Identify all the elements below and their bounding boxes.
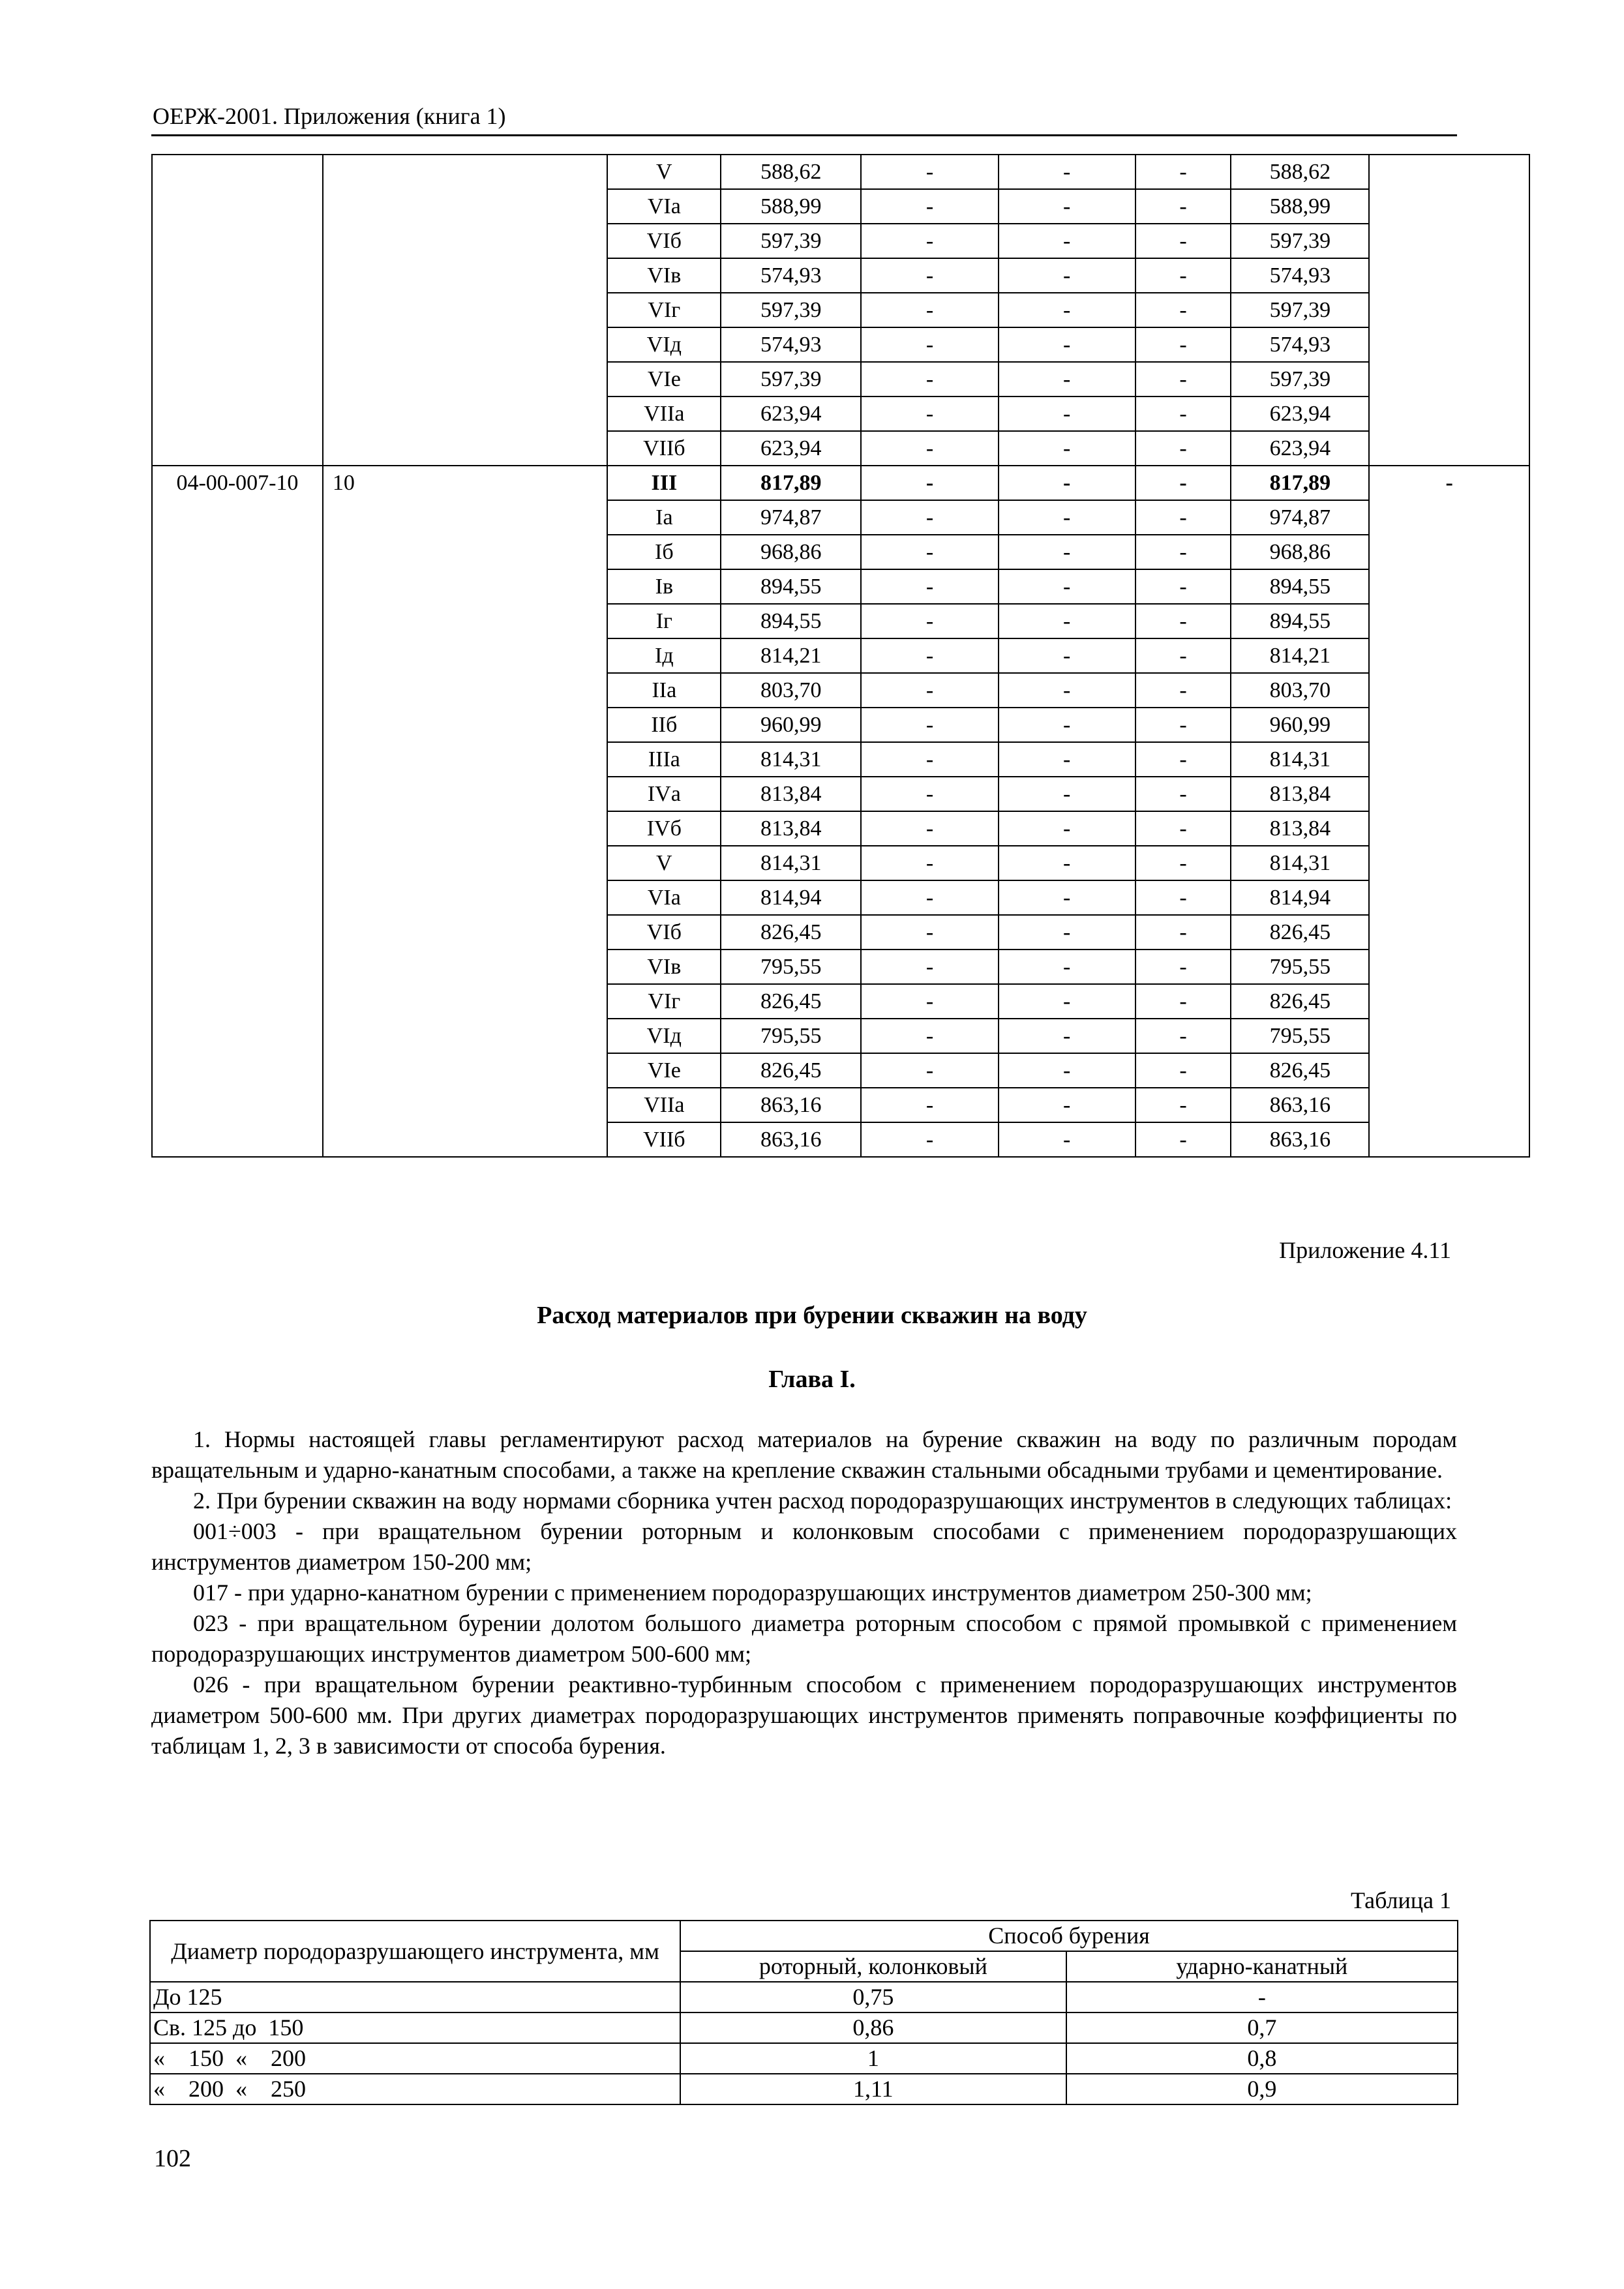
cell-value: - [1135,500,1231,535]
cell-total: 597,39 [1231,362,1369,396]
cell-percussion: 0,7 [1066,2012,1458,2043]
cell-value: 795,55 [721,1019,861,1053]
cell-value: 826,45 [721,915,861,950]
section-title: Расход материалов при бурении скважин на воду [537,1302,1087,1329]
cell-value: - [861,880,999,915]
header-rotary: роторный, колонковый [680,1951,1066,1982]
cell-total: 623,94 [1231,396,1369,431]
cell-value: 974,87 [721,500,861,535]
cell-value: - [1135,673,1231,708]
cell-value: 863,16 [721,1088,861,1122]
cell-value: - [999,189,1135,224]
table-row [150,1982,1458,2012]
rates-table [151,154,1530,1158]
cell-category: VIе [607,362,721,396]
cell-value: - [1135,950,1231,984]
cell-value: - [1135,915,1231,950]
cell-rotary: 0,86 [680,2012,1066,2043]
cell-value: - [1135,1088,1231,1122]
cell-value: - [861,984,999,1019]
cell-category: Iв [607,569,721,604]
cell-value: - [861,1088,999,1122]
cell-category: III [607,466,721,500]
paragraph: 2. При бурении скважин на воду нормами сборника учтен расход породоразрушающих инструментов в следующих таблицах: [193,1488,1452,1514]
cell-value: - [1135,638,1231,673]
cell-value: - [861,1019,999,1053]
cell-category: VIе [607,1053,721,1088]
paragraph: 026 - при вращательном бурении реактивно-турбинным способом с применением породоразрушающих инструментов диаметром 500-600 мм. При других диаметрах породоразрушающих инструментов применять поправочные коэффициенты по таблицам 1, 2, 3 в зависимости от способа бурения. [151,1671,1457,1759]
cell-value: - [999,327,1135,362]
cell-category: IIб [607,708,721,742]
header-percussion: ударно-канатный [1066,1951,1458,1982]
cell-total: 826,45 [1231,1053,1369,1088]
cell-category: V [607,846,721,880]
cell-total: 803,70 [1231,673,1369,708]
cell-category: V [607,155,721,189]
cell-total: 813,84 [1231,811,1369,846]
appendix-label: Приложение 4.11 [1279,1237,1451,1263]
cell-value: 795,55 [721,950,861,984]
running-title: ОЕРЖ-2001. Приложения (книга 1) [153,103,506,129]
cell-percussion: - [1066,1982,1458,2012]
cell-value: 863,16 [721,1122,861,1157]
cell-category: IIIа [607,742,721,777]
cell-total: 826,45 [1231,915,1369,950]
cell-value: - [861,915,999,950]
cell-value: - [861,846,999,880]
cell-value: - [861,431,999,466]
paragraph: 017 - при ударно-канатном бурении с применением породоразрушающих инструментов диаметром 250-300 мм; [193,1579,1312,1606]
cell-value: - [999,950,1135,984]
cell-category: VIб [607,224,721,258]
cell-total: 817,89 [1231,466,1369,500]
cell-total: 894,55 [1231,569,1369,604]
cell-value: 574,93 [721,327,861,362]
cell-diameter: Св. 125 до 150 [150,2012,680,2043]
cell-category: VIа [607,880,721,915]
cell-total: 813,84 [1231,777,1369,811]
cell-value: - [1135,811,1231,846]
cell-rotary: 0,75 [680,1982,1066,2012]
cell-value: 597,39 [721,362,861,396]
cell-value: - [861,224,999,258]
cell-value: - [1135,189,1231,224]
cell-category: VIIб [607,1122,721,1157]
cell-value: 817,89 [721,466,861,500]
cell-value: 894,55 [721,569,861,604]
cell-extra [1369,155,1529,466]
cell-value: - [999,466,1135,500]
cell-value: - [861,1122,999,1157]
cell-number: 10 [323,466,608,1157]
cell-total: 588,62 [1231,155,1369,189]
cell-value: 826,45 [721,984,861,1019]
cell-value: 814,94 [721,880,861,915]
cell-value: - [861,777,999,811]
cell-value: - [999,742,1135,777]
cell-value: - [861,950,999,984]
cell-value: - [1135,293,1231,327]
cell-category: VIIа [607,1088,721,1122]
cell-value: - [999,1053,1135,1088]
cell-value: - [999,638,1135,673]
cell-value: 597,39 [721,293,861,327]
cell-total: 795,55 [1231,950,1369,984]
cell-value: 814,21 [721,638,861,673]
cell-value: 826,45 [721,1053,861,1088]
cell-value: - [1135,466,1231,500]
cell-total: 814,21 [1231,638,1369,673]
table-header-row [150,1921,1458,1951]
cell-rotary: 1 [680,2043,1066,2074]
cell-value: 803,70 [721,673,861,708]
cell-value: - [861,500,999,535]
cell-total: 574,93 [1231,327,1369,362]
cell-category: VIв [607,950,721,984]
cell-value: - [1135,569,1231,604]
cell-value: 814,31 [721,846,861,880]
table-row [152,466,1529,500]
cell-category: Iг [607,604,721,638]
coefficient-table [149,1920,1458,2105]
cell-category: Iа [607,500,721,535]
cell-value: - [861,362,999,396]
cell-extra: - [1369,466,1529,1157]
cell-category: VIг [607,984,721,1019]
cell-value: 623,94 [721,396,861,431]
cell-value: 894,55 [721,604,861,638]
cell-value: - [999,1088,1135,1122]
cell-diameter: До 125 [150,1982,680,2012]
cell-value: - [861,708,999,742]
cell-category: IIа [607,673,721,708]
cell-value: - [999,431,1135,466]
table-row [150,2074,1458,2104]
cell-category: VIа [607,189,721,224]
cell-value: - [1135,258,1231,293]
table-row [150,2012,1458,2043]
cell-value: - [1135,1122,1231,1157]
cell-category: Iб [607,535,721,569]
cell-total: 814,31 [1231,846,1369,880]
cell-value: - [999,880,1135,915]
cell-value: - [861,742,999,777]
table-1-label: Таблица 1 [1351,1887,1451,1913]
cell-value: - [861,396,999,431]
cell-category: IVб [607,811,721,846]
cell-category: VIб [607,915,721,950]
cell-value: 574,93 [721,258,861,293]
body-text [151,1424,1457,1761]
cell-total: 814,31 [1231,742,1369,777]
cell-value: - [999,569,1135,604]
cell-total: 863,16 [1231,1122,1369,1157]
cell-value: - [1135,1019,1231,1053]
paragraph: 1. Нормы настоящей главы регламентируют расход материалов на бурение скважин на воду по различным породам вращательным и ударно-канатным способами, а также на крепление скважин стальными обсадными трубами и цементирование. [151,1426,1457,1483]
cell-value: - [999,673,1135,708]
cell-value: - [999,362,1135,396]
cell-total: 863,16 [1231,1088,1369,1122]
cell-category: VIIб [607,431,721,466]
chapter-title: Глава I. [768,1366,856,1393]
cell-value: - [1135,846,1231,880]
cell-value: - [861,1053,999,1088]
cell-value: - [999,915,1135,950]
table-row [150,2043,1458,2074]
cell-value: 814,31 [721,742,861,777]
cell-total: 968,86 [1231,535,1369,569]
cell-value: - [861,604,999,638]
cell-category: IVа [607,777,721,811]
cell-total: 795,55 [1231,1019,1369,1053]
cell-total: 574,93 [1231,258,1369,293]
cell-category: VIд [607,327,721,362]
cell-total: 826,45 [1231,984,1369,1019]
cell-total: 588,99 [1231,189,1369,224]
cell-value: - [1135,880,1231,915]
cell-total: 814,94 [1231,880,1369,915]
cell-value: - [1135,742,1231,777]
cell-value: - [999,258,1135,293]
cell-total: 974,87 [1231,500,1369,535]
cell-number [323,155,608,466]
cell-value: - [861,811,999,846]
cell-value: - [999,984,1135,1019]
cell-total: 623,94 [1231,431,1369,466]
cell-value: - [1135,431,1231,466]
cell-value: - [999,500,1135,535]
cell-value: - [1135,396,1231,431]
cell-value: - [861,569,999,604]
cell-value: 813,84 [721,777,861,811]
cell-total: 597,39 [1231,224,1369,258]
cell-value: - [861,155,999,189]
cell-value: - [861,673,999,708]
cell-value: 623,94 [721,431,861,466]
cell-value: - [1135,777,1231,811]
cell-value: - [1135,604,1231,638]
cell-diameter: « 150 « 200 [150,2043,680,2074]
cell-value: 588,99 [721,189,861,224]
header-diameter: Диаметр породоразрушающего инструмента, мм [150,1921,680,1982]
cell-value: - [1135,327,1231,362]
cell-value: 813,84 [721,811,861,846]
cell-diameter: « 200 « 250 [150,2074,680,2104]
cell-category: VIд [607,1019,721,1053]
cell-percussion: 0,9 [1066,2074,1458,2104]
paragraph: 001÷003 - при вращательном бурении роторным и колонковым способами с применением породоразрушающих инструментов диаметром 150-200 мм; [151,1518,1457,1575]
cell-value: - [1135,224,1231,258]
cell-percussion: 0,8 [1066,2043,1458,2074]
cell-category: VIг [607,293,721,327]
cell-value: - [861,258,999,293]
cell-value: 588,62 [721,155,861,189]
header-method: Способ бурения [680,1921,1458,1951]
cell-value: - [1135,535,1231,569]
cell-value: - [861,638,999,673]
cell-value: - [861,466,999,500]
cell-rotary: 1,11 [680,2074,1066,2104]
cell-value: 968,86 [721,535,861,569]
cell-value: - [999,811,1135,846]
cell-value: 960,99 [721,708,861,742]
cell-value: - [861,327,999,362]
cell-value: - [999,396,1135,431]
cell-total: 894,55 [1231,604,1369,638]
cell-value: - [999,535,1135,569]
cell-value: - [861,293,999,327]
cell-total: 960,99 [1231,708,1369,742]
page-header [151,98,1457,136]
cell-category: VIIа [607,396,721,431]
cell-total: 597,39 [1231,293,1369,327]
cell-code: 04-00-007-10 [152,466,323,1157]
cell-value: - [1135,984,1231,1019]
cell-value: - [999,708,1135,742]
cell-category: VIв [607,258,721,293]
cell-value: - [1135,155,1231,189]
cell-value: - [999,293,1135,327]
cell-value: - [1135,708,1231,742]
cell-value: - [1135,1053,1231,1088]
cell-value: - [999,1122,1135,1157]
cell-value: - [999,224,1135,258]
cell-value: - [1135,362,1231,396]
cell-value: - [999,1019,1135,1053]
cell-value: - [999,155,1135,189]
cell-value: 597,39 [721,224,861,258]
cell-value: - [861,189,999,224]
table-row [152,155,1529,189]
paragraph: 023 - при вращательном бурении долотом большого диаметра роторным способом с прямой промывкой с применением породоразрушающих инструментов диаметром 500-600 мм; [151,1610,1457,1667]
cell-value: - [861,535,999,569]
cell-category: Iд [607,638,721,673]
cell-code [152,155,323,466]
page-number: 102 [154,2145,191,2172]
cell-value: - [999,777,1135,811]
cell-value: - [999,604,1135,638]
cell-value: - [999,846,1135,880]
